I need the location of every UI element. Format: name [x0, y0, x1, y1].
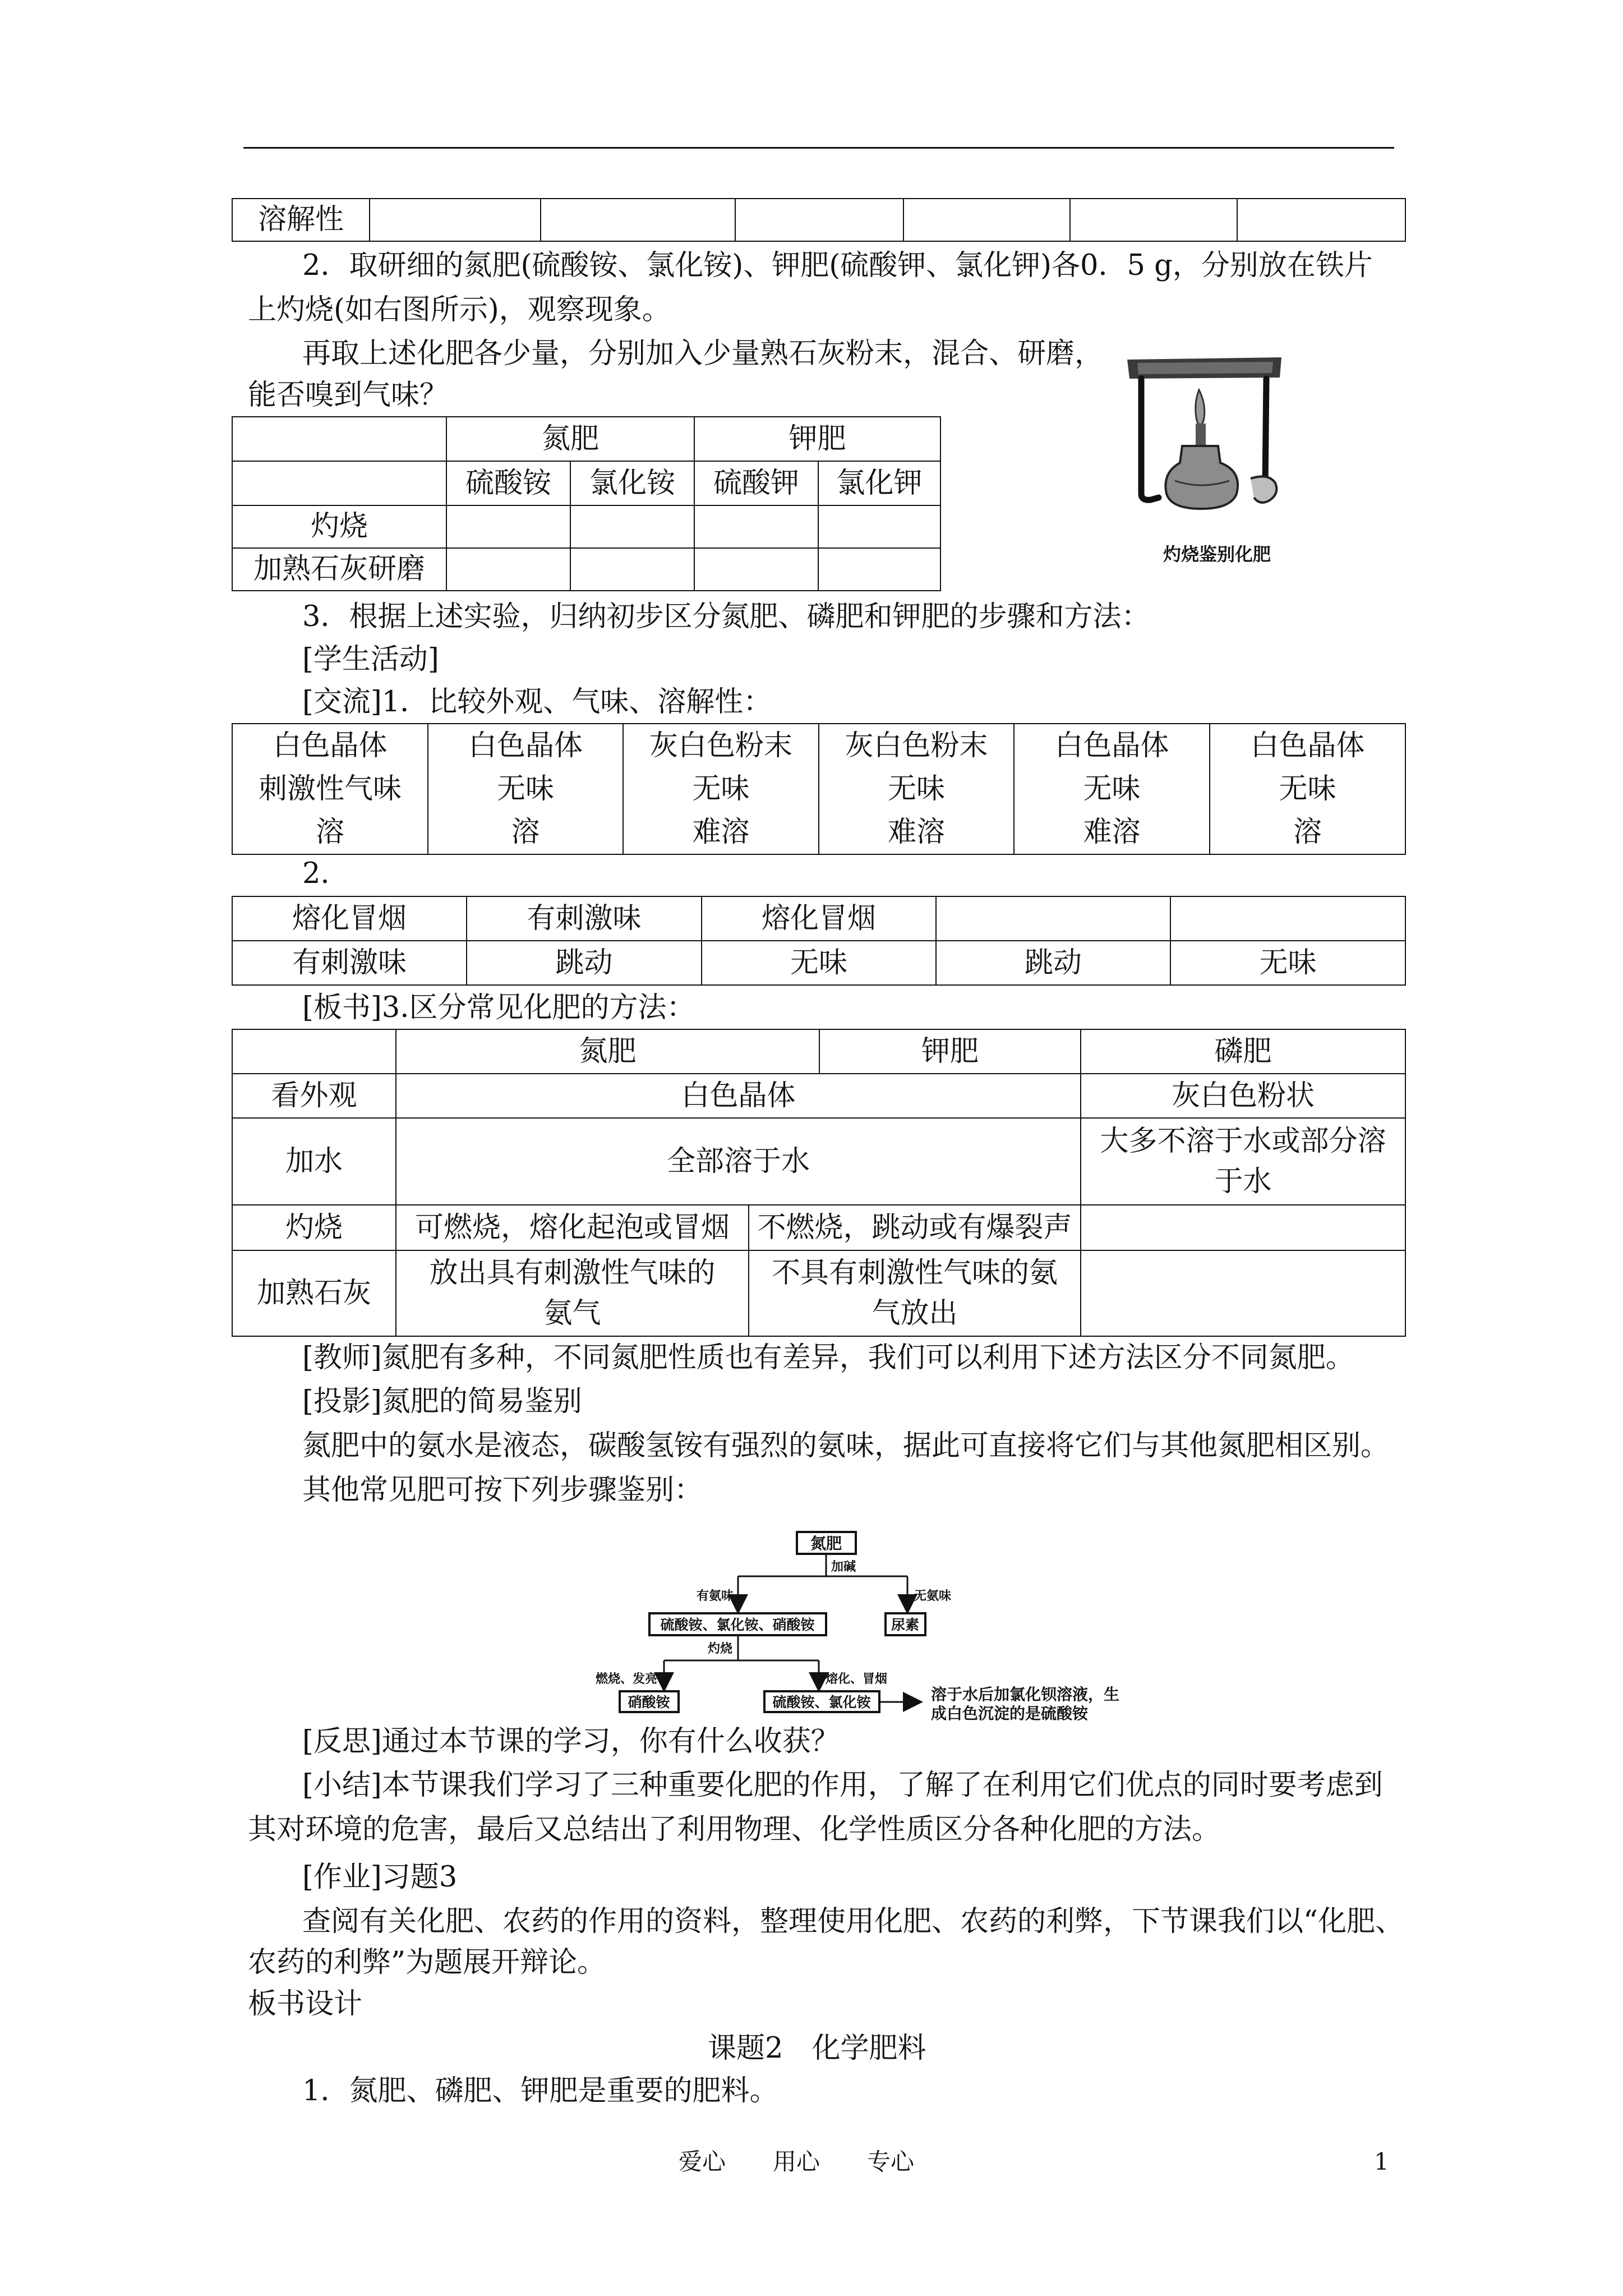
paragraph-line: [反思]通过本节课的学习，你有什么收获？	[302, 1725, 840, 1758]
paragraph-line: 2．取研细的氮肥(硫酸铵、氯化铵)、钾肥(硫酸钾、氯化钾)各0．5 g，分别放在铁片	[302, 249, 1373, 282]
cell-line: 刺激性气味	[258, 772, 402, 806]
row-label: 加熟石灰	[232, 1250, 396, 1336]
flow-group-b-label: 硫酸铵、氯化铵	[772, 1694, 871, 1710]
page-number: 1	[1374, 2148, 1389, 2175]
cell-line: 无味	[887, 772, 945, 806]
paragraph-line: 1．氮肥、磷肥、钾肥是重要的肥料。	[302, 2074, 778, 2108]
table-cell	[936, 896, 1170, 941]
topic-title: 课题2 化学肥料	[708, 2032, 926, 2065]
cell-line: 难溶	[887, 816, 945, 849]
table-cell	[818, 505, 940, 548]
cell-line: 溶	[511, 816, 540, 849]
cell-line: 于水	[1214, 1165, 1272, 1198]
row-label: 加熟石灰研磨	[232, 548, 446, 591]
header-nitrogen: 氮肥	[446, 417, 694, 461]
table-cell	[735, 199, 903, 241]
paragraph-line: 2．	[302, 857, 349, 890]
table-row	[232, 461, 940, 505]
table-row	[232, 1250, 1405, 1336]
paragraph-line: 查阅有关化肥、农药的作用的资料，整理使用化肥、农药的利弊，下节课我们以“化肥、	[302, 1905, 1404, 1938]
paragraph-line: [教师]氮肥有多种，不同氮肥性质也有差异，我们可以利用下述方法区分不同氮肥。	[302, 1341, 1354, 1374]
header-rule	[243, 147, 1394, 149]
header-nitrogen: 氮肥	[396, 1029, 819, 1074]
flow-urea-label: 尿素	[891, 1617, 920, 1633]
table-cell: 无味	[702, 941, 936, 985]
appearance-table	[232, 723, 1405, 853]
table-cell	[623, 724, 819, 854]
table-row	[232, 199, 1405, 241]
cell-line: 灰白色粉末	[845, 729, 988, 762]
table-cell: 灰白色粉状	[1081, 1074, 1405, 1118]
table-row	[232, 505, 940, 548]
table-cell	[396, 1250, 749, 1336]
table-row	[232, 724, 1405, 854]
header-potassium: 钾肥	[819, 1029, 1081, 1074]
paragraph-line: [板书]3.区分常见化肥的方法：	[302, 991, 695, 1024]
flow-melt-smoke-label: 熔化、冒烟	[826, 1672, 888, 1686]
paragraph-line: [小结]本节课我们学习了三种重要化肥的作用，了解了在利用它们优点的同时要考虑到	[302, 1769, 1383, 1802]
paragraph-line: [投影]氮肥的简易鉴别	[302, 1385, 582, 1418]
table-cell	[1210, 724, 1405, 854]
header-phosphorus: 磷肥	[1081, 1029, 1405, 1074]
table-cell: 熔化冒烟	[702, 896, 936, 941]
paragraph-line: 农药的利弊”为题展开辩论。	[248, 1946, 606, 1979]
cell-line: 白色晶体	[273, 729, 388, 762]
table-cell	[1081, 1205, 1405, 1250]
nitrogen-fertilizer-flowchart	[561, 1515, 1178, 1728]
table-cell	[818, 548, 940, 591]
table-row	[232, 941, 1405, 985]
cell-line: 白色晶体	[1054, 729, 1169, 762]
table-row	[232, 1074, 1405, 1118]
cell-line: 无味	[692, 772, 750, 806]
table-cell: 熔化冒烟	[232, 896, 467, 941]
burning-apparatus-illustration	[1122, 351, 1287, 530]
paragraph-line: [交流]1．比较外观、气味、溶解性：	[302, 685, 772, 719]
table-cell	[446, 505, 570, 548]
table-cell: 白色晶体	[396, 1074, 1081, 1118]
flow-root-label: 氮肥	[810, 1534, 842, 1553]
cell-line: 白色晶体	[468, 729, 583, 762]
cell-line: 无味	[1279, 772, 1336, 806]
paragraph-line: 3．根据上述实验，归纳初步区分氮肥、磷肥和钾肥的步骤和方法：	[302, 600, 1150, 633]
cell-line: 溶	[1293, 816, 1322, 849]
cell-line: 灰白色粉末	[649, 729, 792, 762]
table-cell	[570, 548, 694, 591]
cell-line: 气放出	[872, 1296, 958, 1330]
table-row	[232, 1118, 1405, 1205]
flow-add-base-label: 加碱	[831, 1560, 856, 1574]
header-potassium: 钾肥	[694, 417, 940, 461]
paragraph-line: 其对环境的危害，最后又总结出了利用物理、化学性质区分各种化肥的方法。	[248, 1813, 1221, 1846]
table-row	[232, 1029, 1405, 1074]
cell-line: 无味	[496, 772, 554, 806]
table-cell	[1237, 199, 1405, 241]
column-header: 氯化铵	[570, 461, 694, 505]
figure-caption: 灼烧鉴别化肥	[1163, 544, 1271, 565]
table-row	[232, 548, 940, 591]
flow-burn-bright-label: 燃烧、发亮	[595, 1672, 657, 1686]
cell-line: 大多不溶于水或部分溶	[1100, 1124, 1386, 1158]
table-cell	[232, 1029, 396, 1074]
flow-no-ammonia-smell-label: 无氨味	[914, 1589, 952, 1603]
table-cell	[1170, 896, 1405, 941]
table-cell	[232, 461, 446, 505]
flow-ammonia-smell-label: 有氨味	[696, 1589, 734, 1603]
table-cell	[1014, 724, 1210, 854]
method-table	[232, 1029, 1405, 1336]
solubility-table	[232, 198, 1405, 242]
table-cell	[428, 724, 623, 854]
table-cell	[819, 724, 1014, 854]
column-header: 氯化钾	[818, 461, 940, 505]
cell-line: 溶	[315, 816, 344, 849]
paragraph-line: 上灼烧(如右图所示)，观察现象。	[248, 293, 671, 326]
row-label: 灼烧	[232, 1205, 396, 1250]
column-header: 硫酸铵	[446, 461, 570, 505]
table-cell	[446, 548, 570, 591]
cell-line: 氨气	[543, 1296, 601, 1330]
flow-note-line: 成白色沉淀的是硫酸铵	[931, 1704, 1089, 1723]
table-cell: 全部溶于水	[396, 1118, 1081, 1205]
table-cell: 有刺激味	[467, 896, 702, 941]
burn-table	[232, 896, 1405, 984]
table-cell	[232, 724, 428, 854]
flow-group-a-label: 硫酸铵、氯化铵、硝酸铵	[660, 1617, 815, 1633]
flow-note-line: 溶于水后加氯化钡溶液，生	[931, 1685, 1120, 1704]
table-cell	[1081, 1250, 1405, 1336]
paragraph-line: 其他常见肥可按下列步骤鉴别：	[302, 1474, 703, 1507]
table-cell: 可燃烧，熔化起泡或冒烟	[396, 1205, 749, 1250]
table-cell	[694, 505, 818, 548]
table-row	[232, 417, 940, 461]
cell-line: 不具有刺激性气味的氨	[772, 1256, 1058, 1290]
paragraph-line: [作业]习题3	[302, 1861, 458, 1894]
table-cell	[370, 199, 541, 241]
table-cell: 有刺激味	[232, 941, 467, 985]
table-cell: 跳动	[936, 941, 1170, 985]
paragraph-line: 氮肥中的氨水是液态，碳酸氢铵有强烈的氨味，据此可直接将它们与其他氮肥相区别。	[302, 1429, 1390, 1462]
cell-line: 无味	[1083, 772, 1141, 806]
table-cell	[1081, 1118, 1405, 1205]
experiment-table	[232, 416, 940, 590]
table-cell	[232, 417, 446, 461]
table-cell: 无味	[1170, 941, 1405, 985]
table-cell	[1070, 199, 1237, 241]
table-cell	[903, 199, 1070, 241]
cell-line: 难溶	[692, 816, 750, 849]
row-label: 溶解性	[232, 199, 370, 241]
flow-burn-label: 灼烧	[708, 1642, 733, 1656]
cell-line: 放出具有刺激性气味的	[429, 1256, 716, 1290]
table-row	[232, 1205, 1405, 1250]
table-row	[232, 896, 1405, 941]
table-cell: 不燃烧，跳动或有爆裂声	[749, 1205, 1081, 1250]
table-cell	[570, 505, 694, 548]
table-cell: 跳动	[467, 941, 702, 985]
paragraph-line: 能否嗅到气味？	[248, 379, 449, 412]
table-cell	[541, 199, 735, 241]
table-cell	[694, 548, 818, 591]
row-label: 看外观	[232, 1074, 396, 1118]
flow-ammonium-nitrate-label: 硝酸铵	[628, 1694, 670, 1710]
paragraph-line: 再取上述化肥各少量，分别加入少量熟石灰粉末，混合、研磨，	[302, 337, 1104, 370]
row-label: 加水	[232, 1118, 396, 1205]
section-label: [学生活动]	[302, 643, 439, 676]
row-label: 灼烧	[232, 505, 446, 548]
cell-line: 白色晶体	[1250, 729, 1365, 762]
section-heading: 板书设计	[248, 1987, 363, 2021]
table-cell	[749, 1250, 1081, 1336]
column-header: 硫酸钾	[694, 461, 818, 505]
cell-line: 难溶	[1083, 816, 1141, 849]
footer-motto: 爱心 用心 专心	[679, 2148, 915, 2175]
